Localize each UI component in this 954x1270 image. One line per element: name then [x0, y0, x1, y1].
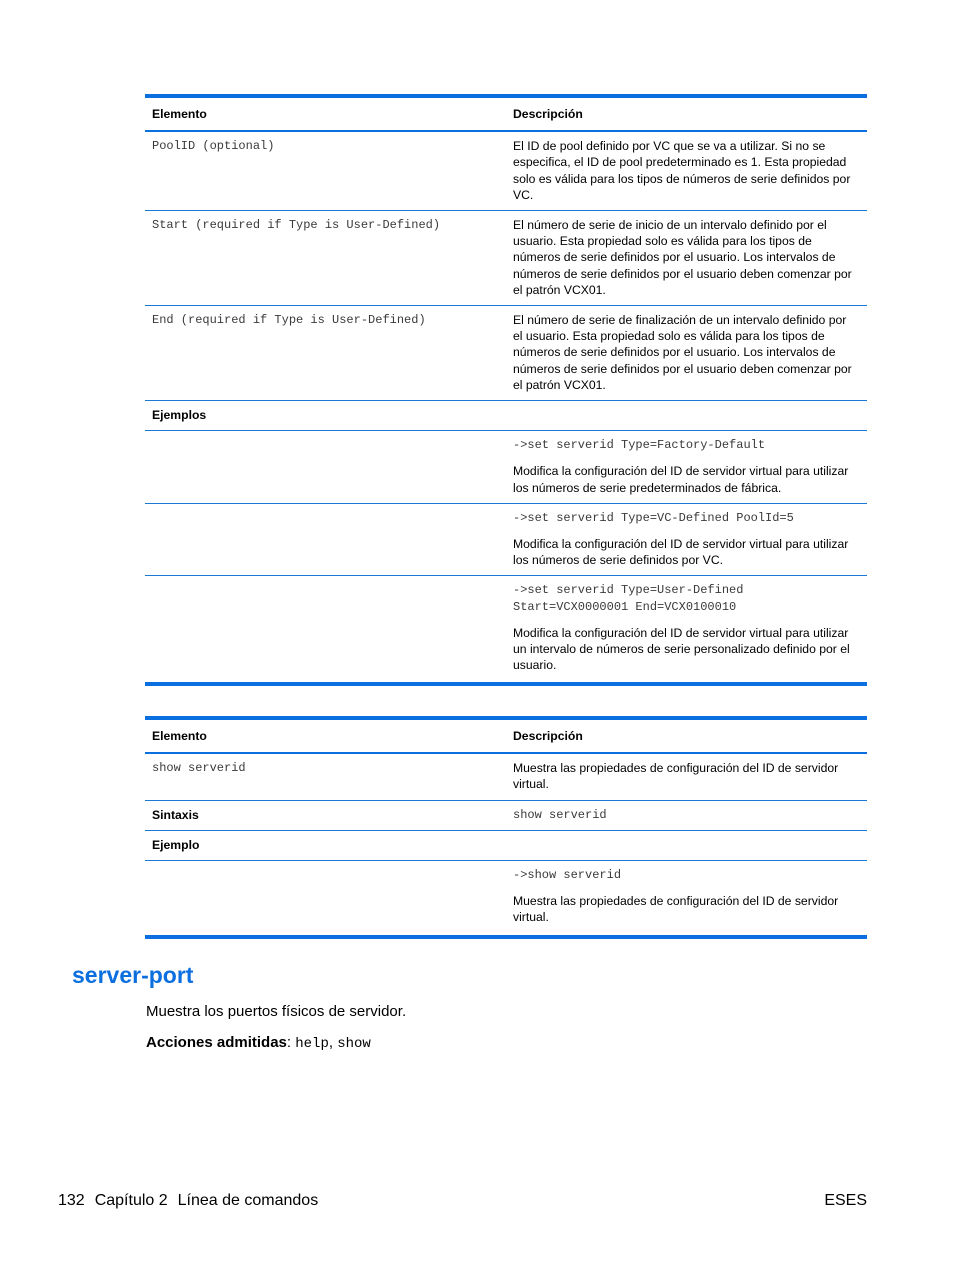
syntax-label: Sintaxis	[145, 800, 506, 830]
command-description: Muestra las propiedades de configuración del ID de servidor virtual.	[506, 753, 867, 800]
empty-cell	[506, 401, 867, 431]
properties-table	[145, 94, 867, 686]
syntax-value: show serverid	[506, 800, 867, 830]
example-code-line: ->show serverid	[513, 868, 622, 883]
command-name: show serverid	[145, 753, 506, 800]
table-row	[145, 211, 867, 306]
example-cell	[506, 503, 867, 576]
property-description: El número de serie de inicio de un intervalo definido por el usuario. Esta propiedad solo es válida para los tipos de números de serie definidos por el usuario. Los intervalos de números de serie definidos por el usuario deben comenzar por el patrón VCX01.	[506, 211, 867, 306]
chapter-title: Línea de comandos	[177, 1192, 319, 1209]
empty-cell	[145, 431, 506, 504]
example-code	[513, 582, 859, 614]
example-description: Muestra las propiedades de configuración del ID de servidor virtual.	[513, 894, 839, 925]
actions-label: Acciones admitidas	[146, 1034, 287, 1051]
example-description: Modifica la configuración del ID de servidor virtual para utilizar un intervalo de números de serie personalizado definido por el usuario.	[513, 625, 850, 673]
section-intro: Muestra los puertos físicos de servidor.	[146, 1003, 407, 1020]
example-row	[145, 503, 867, 576]
property-description: El ID de pool definido por VC que se va a utilizar. Si no se especifica, el ID de pool predeterminado es 1. Esta propiedad solo es válida para los tipos de números de serie definidos por VC.	[506, 131, 867, 210]
column-header-element: Elemento	[145, 718, 506, 753]
column-header-description: Descripción	[506, 718, 867, 753]
property-name: PoolID (optional)	[145, 131, 506, 210]
empty-cell	[506, 830, 867, 860]
supported-actions	[146, 1034, 371, 1052]
examples-label-row	[145, 401, 867, 431]
table-row	[145, 131, 867, 210]
example-code	[513, 867, 859, 883]
show-serverid-table	[145, 716, 867, 939]
example-row	[145, 431, 867, 504]
example-label: Ejemplo	[145, 830, 506, 860]
table-header-row	[145, 718, 867, 753]
example-code-line: ->set serverid Type=VC-Defined PoolId=5	[513, 510, 794, 525]
examples-label: Ejemplos	[145, 401, 506, 431]
actions-separator: :	[286, 1034, 296, 1051]
action-help: help	[295, 1036, 329, 1052]
example-row	[145, 576, 867, 685]
table-row	[145, 306, 867, 401]
example-code-line: ->set serverid Type=Factory-Default	[513, 438, 766, 453]
section-heading: server-port	[72, 962, 194, 988]
example-code	[513, 437, 859, 453]
page-footer-locale: ESES	[824, 1192, 867, 1209]
example-code	[513, 510, 859, 526]
property-name: End (required if Type is User-Defined)	[145, 306, 506, 401]
example-code-line: ->set serverid Type=User-Defined	[513, 583, 744, 598]
table-header-row	[145, 96, 867, 131]
property-description: El número de serie de finalización de un intervalo definido por el usuario. Esta propiedad solo es válida para los tipos de números de serie definidos por el usuario. Los intervalos de números de serie definidos por el usuario deben comenzar por el patrón VCX01.	[506, 306, 867, 401]
syntax-row	[145, 800, 867, 830]
column-header-element: Elemento	[145, 96, 506, 131]
example-label-row	[145, 830, 867, 860]
column-header-description: Descripción	[506, 96, 867, 131]
page-number: 132	[58, 1192, 85, 1209]
property-name: Start (required if Type is User-Defined)	[145, 211, 506, 306]
page-footer-left	[58, 1192, 318, 1210]
action-show: show	[337, 1036, 371, 1052]
example-row	[145, 861, 867, 937]
empty-cell	[145, 503, 506, 576]
example-cell	[506, 861, 867, 937]
example-code-line: Start=VCX0000001 End=VCX0100010	[513, 599, 737, 614]
empty-cell	[145, 576, 506, 685]
actions-comma: ,	[328, 1034, 338, 1051]
table-row	[145, 753, 867, 800]
example-cell	[506, 576, 867, 685]
chapter-label: Capítulo 2	[94, 1192, 168, 1209]
example-description: Modifica la configuración del ID de servidor virtual para utilizar los números de serie predeterminados de fábrica.	[513, 464, 849, 495]
example-cell	[506, 431, 867, 504]
empty-cell	[145, 861, 506, 937]
example-description: Modifica la configuración del ID de servidor virtual para utilizar los números de serie definidos por VC.	[513, 537, 849, 568]
